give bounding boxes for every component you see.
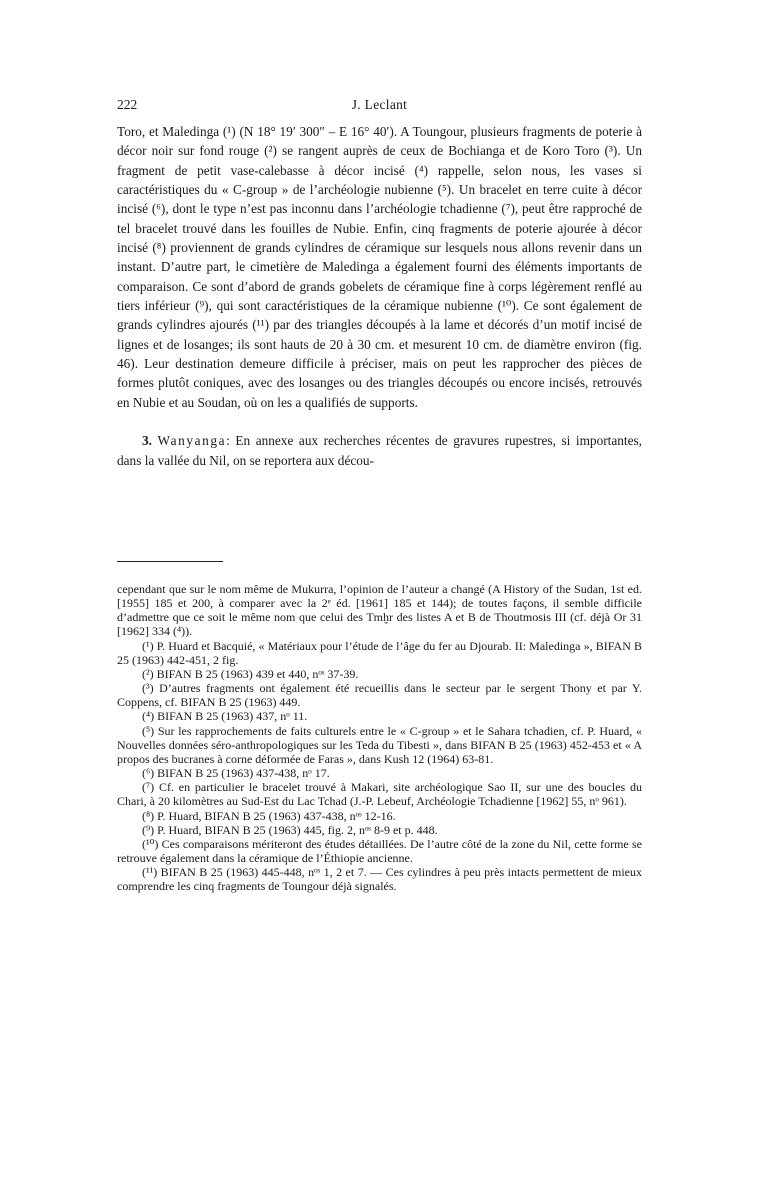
footnote-8: (⁸) P. Huard, BIFAN B 25 (1963) 437-438, nᵒˢ 12-16. bbox=[142, 808, 396, 823]
footnotes bbox=[117, 582, 642, 893]
page-header bbox=[117, 97, 642, 117]
section-text: : En annexe aux recherches récentes de gravures rupestres, si importantes, dans la vallée du Nil, on se reportera aux décou- bbox=[117, 433, 642, 468]
footnote-4: (⁴) BIFAN B 25 (1963) 437, nᵒ 11. bbox=[142, 709, 308, 724]
footnote-7: (⁷) Cf. en particulier le bracelet trouvé à Makari, site archéologique Sao II, sur une des boucles du Chari, à 20 kilomètres au Sud-Est du Lac Tchad (J.-P. Lebeuf, Archéologie Tchadienne [1962] 55, nᵒ 961). bbox=[117, 780, 642, 809]
footnote-2: (²) BIFAN B 25 (1963) 439 et 440, nᵒˢ 37-39. bbox=[142, 666, 359, 681]
section-paragraph bbox=[117, 431, 642, 470]
main-text bbox=[117, 122, 642, 470]
footnote-9: (⁹) P. Huard, BIFAN B 25 (1963) 445, fig. 2, nᵒˢ 8-9 et p. 448. bbox=[142, 822, 438, 837]
footnote-continuation: cependant que sur le nom même de Mukurra, l’opinion de l’auteur a changé (A History of the Sudan, 1st ed. [1955] 185 et 200, à comparer avec la 2ᵉ éd. [1961] 185 et 144); de toutes façons, il semble difficile d’admettre que ce soit le même nom que celui des Tmḫr des listes A et B de Thoutmosis III (cf. déjà Or 31 [1962] 334 (⁴)). bbox=[117, 582, 642, 639]
footnote-6: (⁶) BIFAN B 25 (1963) 437-438, nᵒ 17. bbox=[142, 766, 330, 781]
section-number: 3. bbox=[142, 433, 152, 449]
footnote-separator bbox=[117, 561, 223, 562]
footnote-11: (¹¹) BIFAN B 25 (1963) 445-448, nᵒˢ 1, 2 et 7. — Ces cylindres à peu près intacts permettent de mieux comprendre les cinq fragments de Toungour déjà signalés. bbox=[117, 865, 642, 894]
page-number: 222 bbox=[117, 97, 138, 112]
running-head: J. Leclant bbox=[351, 97, 408, 112]
footnote-5: (⁵) Sur les rapprochements de faits culturels entre le « C-group » et le Sahara tchadien, cf. P. Huard, « Nouvelles données séro-anthropologiques sur les Teda du Tibesti », dans BIFAN B 25 (1963) 452-453 et « A propos des bucranes à corne déformée de Faras », dans Kush 12 (1964) 63-81. bbox=[117, 723, 642, 766]
section-title: Wanyanga bbox=[157, 433, 227, 449]
paragraph: Toro, et Maledinga (¹) (N 18° 19′ 300″ – E 16° 40′). A Toungour, plusieurs fragments de poterie à décor noir sur fond rouge (²) se rangent auprès de ceux de Bochianga et de Koro Toro (³). Un fragment de petit vase-calebasse à décor incisé (⁴) rappelle, selon nous, les vases si caractéristiques du « C-group » de l’archéologie nubienne (⁵). Un bracelet en terre cuite à décor incisé (⁶), dont le type n’est pas inconnu dans l’archéologie tchadienne (⁷), peut être rapproché de tel bracelet trouvé dans les fouilles de Nubie. Enfin, cinq fragments de poterie ajourée à décor incisé (⁸) proviennent de grands cylindres de céramique sur lesquels nous allons revenir dans un instant. D’autre part, le cimetière de Maledinga a également fourni des éléments importants de comparaison. Ce sont d’abord de grands gobelets de céramique fine à corps légèrement renflé au tiers inférieur (⁹), qui sont caractéristiques de la céramique nubienne (¹⁰). Ce sont également de grands cylindres ajourés (¹¹) par des triangles découpés à la lame et décorés d’un motif incisé de lignes et de losanges; ils sont hauts de 20 à 30 cm. et mesurent 10 cm. de diamètre environ (fig. 46). Leur destination demeure difficile à préciser, mais on peut les rapprocher des pièces de formes plutôt coniques, avec des losanges ou des triangles découpés ou encore incisés, retrouvés en Nubie et au Soudan, où on les a qualifiés de supports. bbox=[117, 124, 642, 410]
footnote-10: (¹⁰) Ces comparaisons mériteront des études détaillées. De l’autre côté de la zone du Nil, cette forme se retrouve également dans la céramique de l’Éthiopie ancienne. bbox=[117, 836, 642, 865]
footnote-3: (³) D’autres fragments ont également été recueillis dans le secteur par le sergent Thony et par Y. Coppens, cf. BIFAN B 25 (1963) 449. bbox=[117, 681, 642, 710]
footnote-1: (¹) P. Huard et Bacquié, « Matériaux pour l’étude de l’âge du fer au Djourab. II: Maledinga », BIFAN B 25 (1963) 442-451, 2 fig. bbox=[117, 638, 642, 667]
